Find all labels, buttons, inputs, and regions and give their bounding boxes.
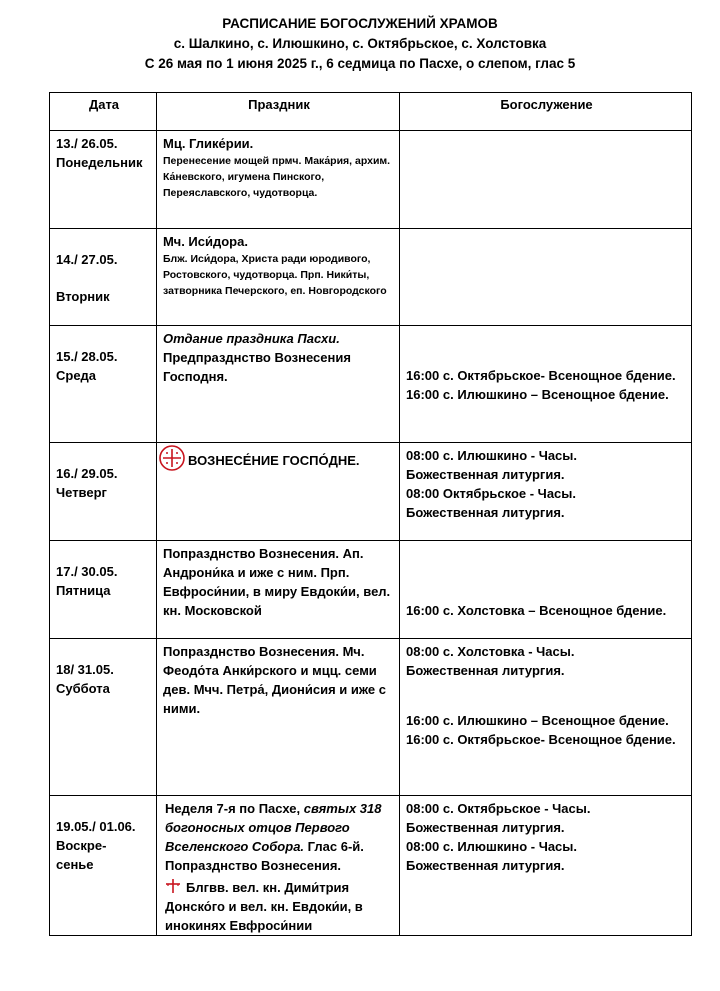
service-line: 08:00 с. Октябрьское - Часы. (406, 801, 591, 816)
column-header-feast: Праздник (157, 93, 400, 131)
schedule-period: С 26 мая по 1 июня 2025 г., 6 седмица по Пасхе, о слепом, глас 5 (144, 56, 576, 71)
feast-title: Мц. Глике́рии. (163, 136, 254, 151)
feast-text: Попразднство Вознесения. Мч. Феодо́та Анки́рского и мцц. семи дев. Мчч. Петра́, Диони́сия и иже с ними. (163, 644, 387, 716)
feast-cell (157, 541, 400, 639)
date-text: 15./ 28.05. (56, 349, 118, 364)
date-cell (50, 639, 157, 796)
service-line: 16:00 с. Октябрьское- Всенощное бдение. (406, 368, 676, 383)
feast-details: Перенесение мощей прмч. Мака́рия, архим. Ка́невского, игумена Пинского, Переяславского, чудотворца. (163, 155, 391, 199)
feast-cell (157, 131, 400, 229)
service-line: Божественная литургия. (406, 467, 565, 482)
service-line: Божественная литургия. (406, 858, 565, 873)
service-line: 08:00 с. Илюшкино - Часы. (406, 839, 578, 854)
cross-in-circle-icon (159, 445, 185, 471)
date-cell (50, 796, 157, 936)
service-line: 16:00 с. Илюшкино – Всенощное бдение. (406, 387, 669, 402)
schedule-table (49, 92, 692, 936)
feast-details: Блж. Иси́дора, Христа ради юродивого, Ростовского, чудотворца. Прп. Ники́ты, затворника Печерского, еп. Новгородского (163, 253, 387, 297)
service-line: 08:00 с. Илюшкино - Часы. (406, 448, 578, 463)
table-row (50, 796, 692, 936)
service-cell (400, 229, 692, 326)
table-row (50, 639, 692, 796)
date-text: 17./ 30.05. (56, 564, 118, 579)
feast-italic: святых 318 богоносных отцов Первого Вселенского Собора. (165, 801, 382, 854)
date-text: 18/ 31.05. (56, 662, 114, 677)
weekday-text: Среда (56, 368, 97, 383)
date-text: 14./ 27.05. (56, 252, 118, 267)
date-cell (50, 443, 157, 541)
feast-text: Предпразднство Вознесения Господня. (163, 350, 351, 384)
date-cell (50, 229, 157, 326)
feast-text: Попразднство Вознесения. Ап. Андрони́ка и иже с ним. Прп. Евфроси́нии, в миру Евдоки́и, вел. кн. Московской (163, 546, 391, 618)
feast-title: Мч. Иси́дора. (163, 234, 248, 249)
service-cell (400, 443, 692, 541)
table-row (50, 131, 692, 229)
weekday-text-cont: сенье (56, 857, 94, 872)
feast-cell (157, 796, 400, 936)
weekday-text: Суббота (56, 681, 110, 696)
service-cell (400, 796, 692, 936)
service-cell (400, 639, 692, 796)
table-row (50, 229, 692, 326)
table-row (50, 541, 692, 639)
service-line: Божественная литургия. (406, 820, 565, 835)
table-row (50, 326, 692, 443)
service-line: 08:00 Октябрьское - Часы. (406, 486, 576, 501)
feast-title: ВОЗНЕСЕ́НИЕ ГОСПО́ДНЕ. (188, 453, 360, 468)
date-cell (50, 131, 157, 229)
service-line: 08:00 с. Холстовка - Часы. (406, 644, 575, 659)
date-text: 19.05./ 01.06. (56, 819, 136, 834)
service-line: Божественная литургия. (406, 505, 565, 520)
weekday-text: Вторник (56, 289, 110, 304)
service-line: 16:00 с. Октябрьское- Всенощное бдение. (406, 732, 676, 747)
feast-cell (157, 443, 400, 541)
weekday-text: Понедельник (56, 155, 143, 170)
feast-cell (157, 229, 400, 326)
service-cell (400, 326, 692, 443)
service-line: 16:00 с. Илюшкино – Всенощное бдение. (406, 713, 669, 728)
date-text: 13./ 26.05. (56, 136, 118, 151)
date-cell (50, 326, 157, 443)
weekday-text: Воскре- (56, 838, 107, 853)
feast-text: Блгвв. вел. кн. Дими́трия Донско́го и вел. кн. Евдоки́и, в инокинях Евфроси́нии (165, 880, 363, 933)
feast-text: Неделя 7-я по Пасхе, (165, 801, 304, 816)
service-line: Божественная литургия. (406, 663, 565, 678)
date-cell (50, 541, 157, 639)
weekday-text: Четверг (56, 485, 107, 500)
column-header-service: Богослужение (400, 93, 692, 131)
table-header-row (50, 93, 692, 131)
feast-text: Глас 6-й. Попразднство Вознесения. (165, 839, 364, 873)
date-text: 16./ 29.05. (56, 466, 118, 481)
table-row (50, 443, 692, 541)
service-line: 16:00 с. Холстовка – Всенощное бдение. (406, 603, 667, 618)
feast-italic: Отдание праздника Пасхи. (163, 331, 340, 346)
schedule-villages: с. Шалкино, с. Илюшкино, с. Октябрьское, с. Холстовка (173, 36, 547, 51)
service-cell (400, 541, 692, 639)
service-cell (400, 131, 692, 229)
column-header-date: Дата (50, 93, 157, 131)
weekday-text: Пятница (56, 583, 111, 598)
feast-cell (157, 326, 400, 443)
schedule-title: РАСПИСАНИЕ БОГОСЛУЖЕНИЙ ХРАМОВ (222, 16, 498, 31)
feast-cell (157, 639, 400, 796)
red-cross-icon (165, 878, 181, 894)
